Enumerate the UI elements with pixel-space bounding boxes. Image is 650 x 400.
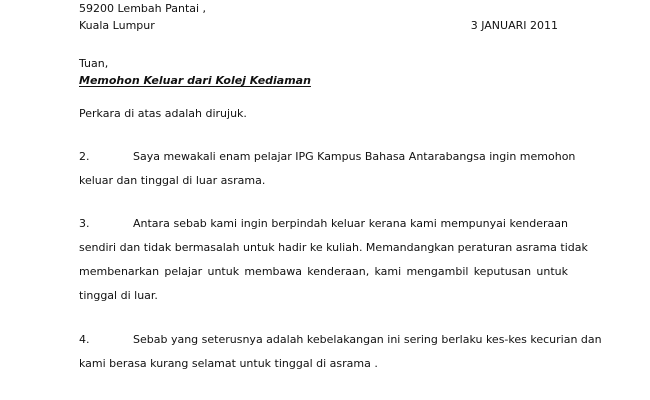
- paragraph-4-line-1-text: Sebab yang seterusnya adalah kebelakangan ini sering berlaku kes-kes kecurian dan: [133, 333, 602, 346]
- paragraph-3-line-1-text: Antara sebab kami ingin berpindah keluar kerana kami mempunyai kenderaan: [133, 217, 568, 230]
- paragraph-2-line-1: [79, 145, 576, 169]
- paragraph-3-line-3: membenarkan pelajar untuk membawa kenderaan, kami mengambil keputusan untuk: [79, 265, 568, 278]
- paragraph-3-line-4: tinggal di luar.: [79, 289, 158, 302]
- salutation: Tuan,: [79, 57, 109, 70]
- paragraph-2-line-1-text: Saya mewakali enam pelajar IPG Kampus Bahasa Antarabangsa ingin memohon: [133, 150, 576, 163]
- paragraph-3-line-1: [79, 212, 568, 236]
- paragraph-3-number: 3.: [79, 217, 90, 230]
- paragraph-4-line-2: kami berasa kurang selamat untuk tinggal di asrama .: [79, 357, 378, 370]
- reference-line: Perkara di atas adalah dirujuk.: [79, 107, 247, 120]
- paragraph-4-line-1: [79, 328, 602, 352]
- paragraph-2-number: 2.: [79, 150, 90, 163]
- paragraph-4-number: 4.: [79, 333, 90, 346]
- paragraph-3: [79, 212, 588, 308]
- letter-subject: Memohon Keluar dari Kolej Kediaman: [79, 74, 311, 87]
- paragraph-2: [79, 145, 576, 193]
- address-line-2: Kuala Lumpur: [79, 19, 155, 32]
- paragraph-2-line-2: keluar dan tinggal di luar asrama.: [79, 174, 266, 187]
- paragraph-4: [79, 328, 602, 376]
- address-line-1: 59200 Lembah Pantai ,: [79, 2, 207, 15]
- paragraph-3-line-2: sendiri dan tidak bermasalah untuk hadir ke kuliah. Memandangkan peraturan asrama tidak: [79, 241, 588, 254]
- letter-date: 3 JANUARI 2011: [470, 19, 558, 32]
